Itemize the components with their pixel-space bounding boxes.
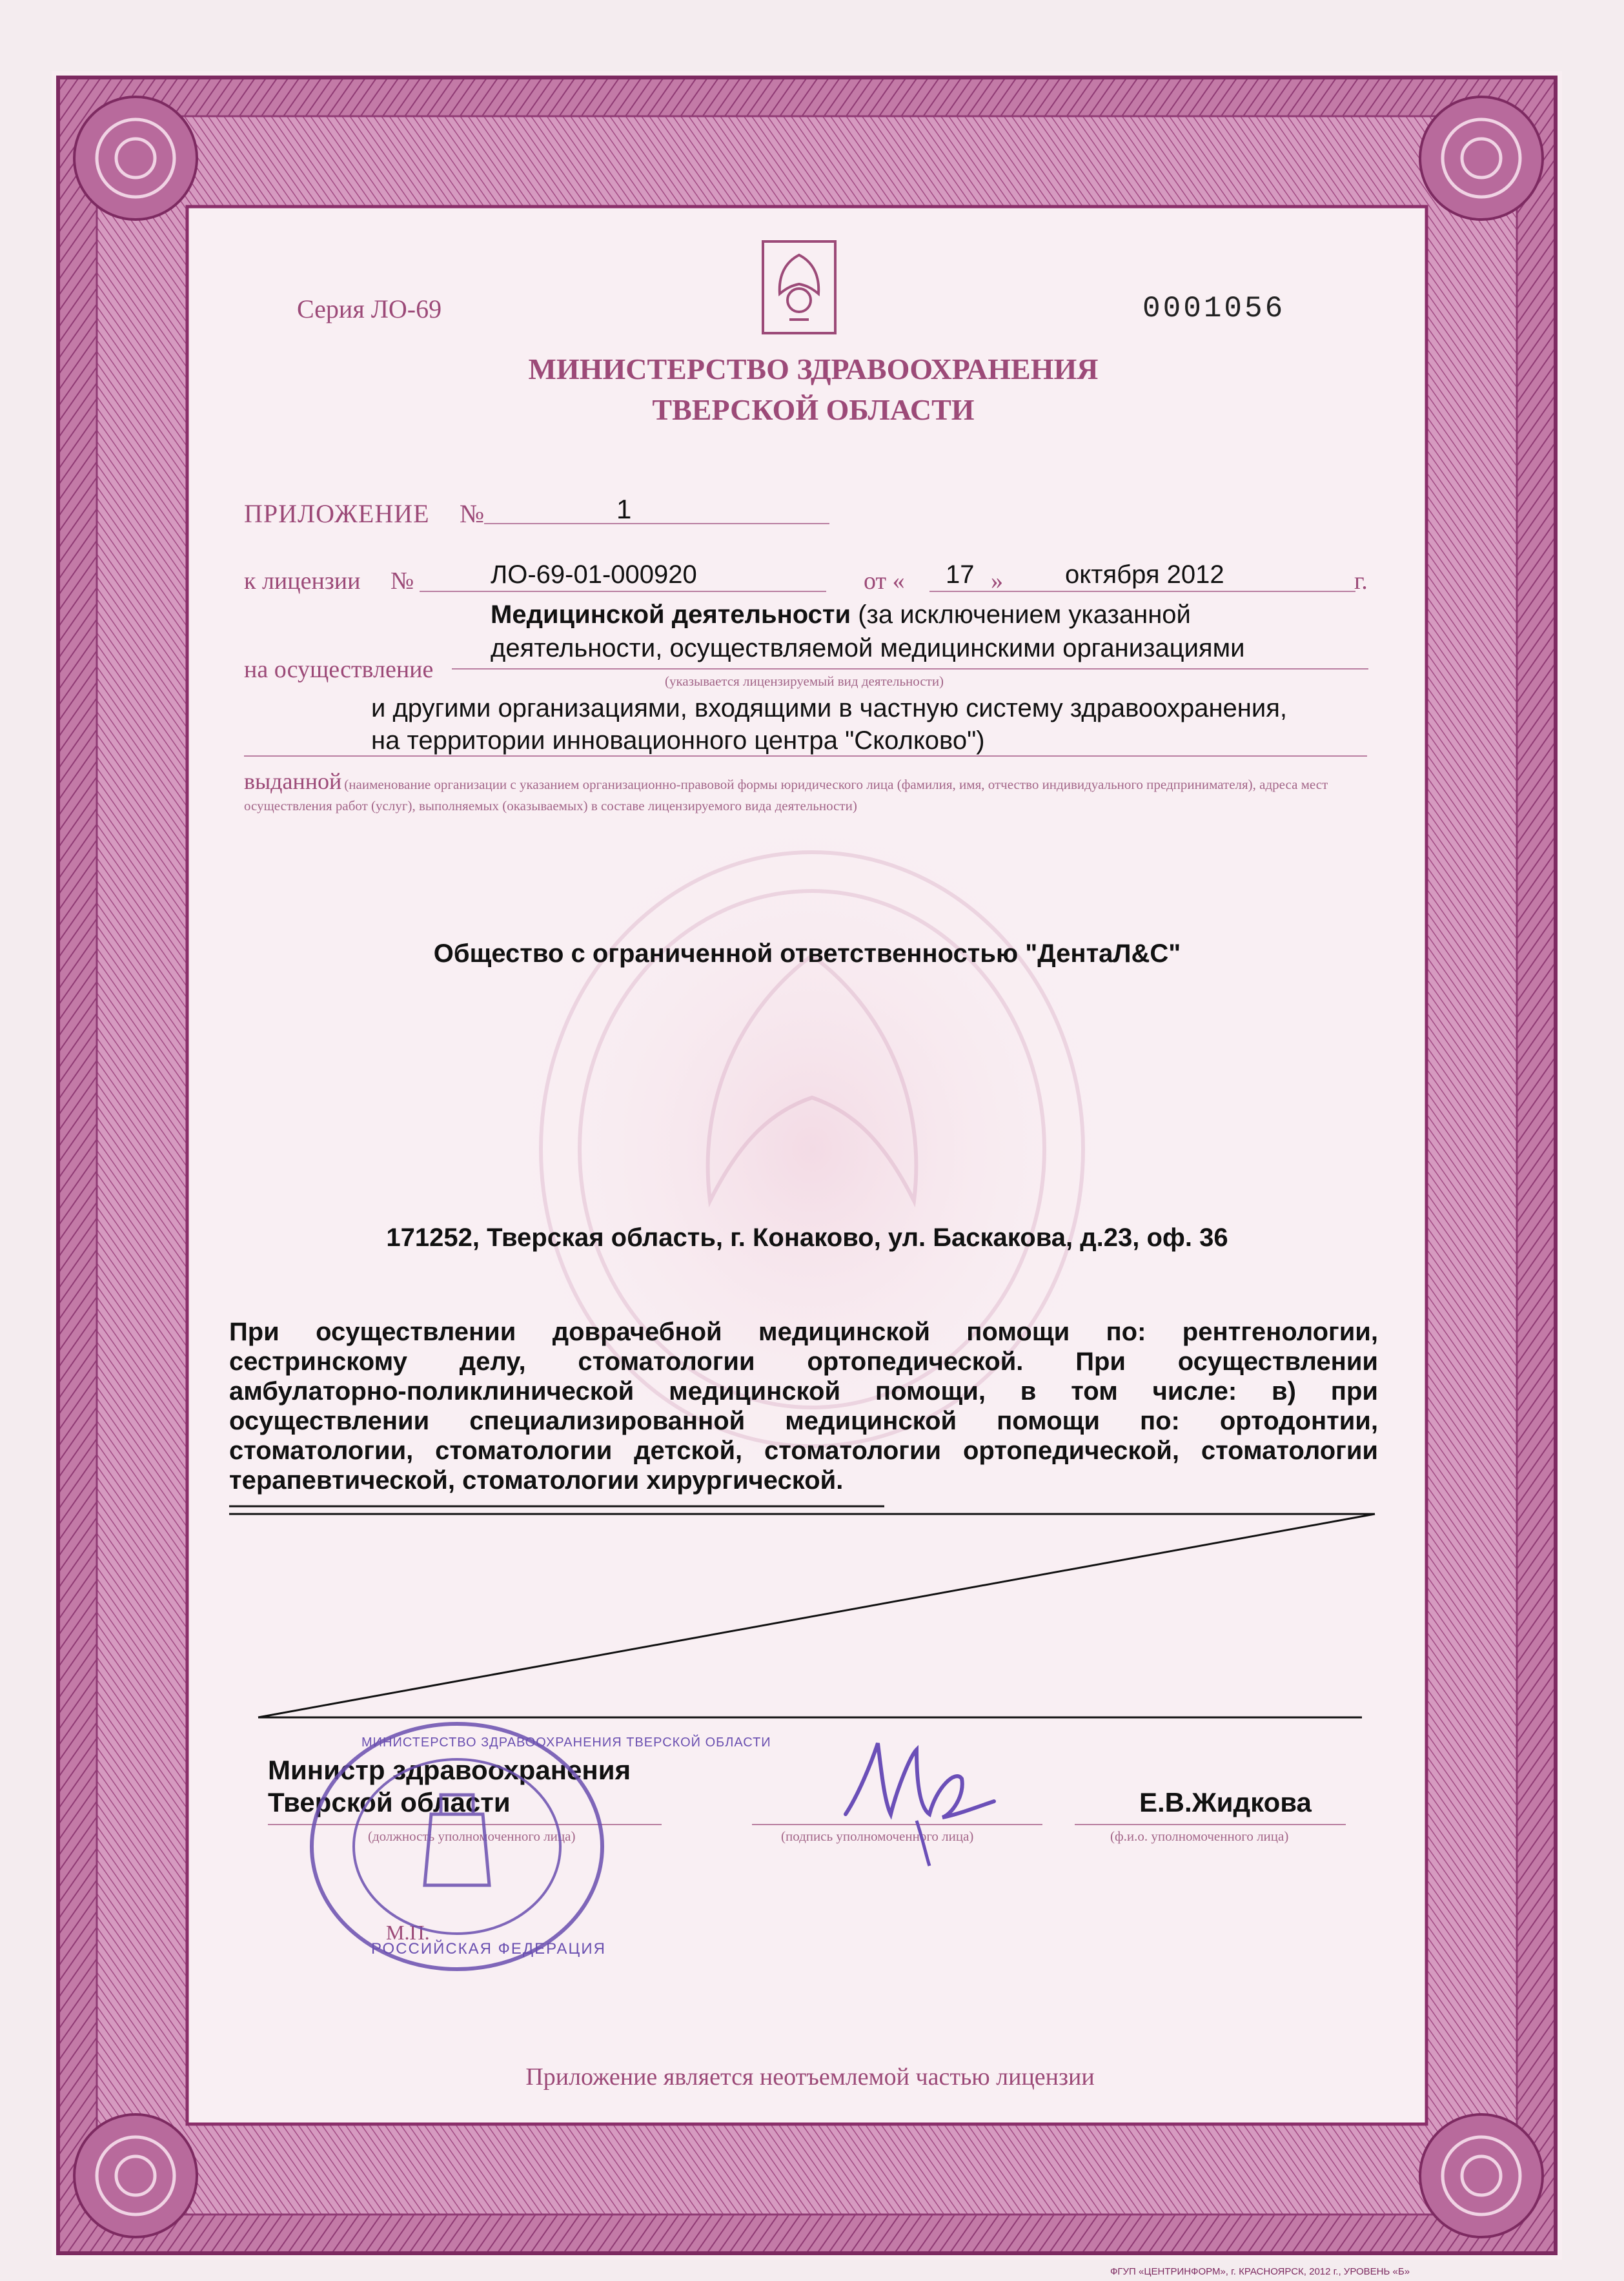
name-line — [1075, 1824, 1346, 1825]
activity-label: на осуществление — [244, 656, 434, 683]
license-day: 17 — [946, 560, 975, 589]
activity-bold-part: Медицинской деятельности — [491, 600, 851, 629]
activity-line1-rest: (за исключением указанной — [851, 600, 1191, 629]
series-label: Серия ЛО-69 — [297, 294, 442, 323]
license-date-line — [929, 591, 1355, 592]
stamp-bottom-text: РОССИЙСКАЯ ФЕДЕРАЦИЯ — [371, 1940, 606, 1958]
signer-position-line1: Министр здравоохранения — [268, 1755, 631, 1785]
activity-hint: (указывается лицензируемый вид деятельности) — [665, 673, 944, 689]
footer-note: Приложение является неотъемлемой частью лицензии — [525, 2063, 1095, 2091]
issued-label: выданной — [244, 768, 342, 794]
services-line: стоматологии, стоматологии детской, стоматологии ортопедической, стоматологии — [229, 1437, 1378, 1465]
license-label: к лицензии — [244, 568, 361, 595]
appendix-number: 1 — [616, 494, 632, 524]
issued-block — [244, 768, 1370, 817]
services-line: осуществлении специализированной медицинской помощи по: ортодонтии, — [229, 1407, 1378, 1435]
organization-address: 171252, Тверская область, г. Конаково, ул. Баскакова, д.23, оф. 36 — [386, 1223, 1228, 1252]
signer-position-line2: Тверской области — [268, 1787, 511, 1817]
license-from-label: от « — [864, 568, 905, 595]
license-day-close: » — [991, 568, 1003, 595]
license-number-sign: № — [391, 568, 414, 595]
license-number: ЛО-69-01-000920 — [491, 560, 697, 589]
handwritten-signature — [820, 1717, 1013, 1872]
issued-hint: (наименование организации с указанием организационно-правовой формы юридического лица (фамилия, имя, отчество индивидуального предпринимателя), адреса мест осуществления работ (услуг), выполняемых (оказываемых) в составе лицензируемого вида деятельности) — [244, 777, 1328, 813]
appendix-number-line — [484, 523, 829, 524]
name-hint: (ф.и.о. уполномоченного лица) — [1110, 1828, 1289, 1844]
signer-name: Е.В.Жидкова — [1139, 1787, 1312, 1817]
license-number-line — [420, 591, 826, 592]
activity-line3: и другими организациями, входящими в частную систему здравоохранения, — [371, 694, 1287, 722]
printer-imprint: ФГУП «ЦЕНТРИНФОРМ», г. КРАСНОЯРСК, 2012 г., УРОВЕНЬ «Б» — [1110, 2266, 1410, 2277]
activity-line1 — [491, 600, 1191, 629]
coat-of-arms-icon — [760, 239, 838, 336]
position-hint: (должность уполномоченного лица) — [368, 1828, 576, 1844]
services-line: При осуществлении доврачебной медицинской помощи по: рентгенологии, — [229, 1318, 1378, 1346]
stamp-outer-text: МИНИСТЕРСТВО ЗДРАВООХРАНЕНИЯ ТВЕРСКОЙ ОБЛАСТИ — [361, 1735, 771, 1750]
seal-place-label: М.П. — [386, 1921, 430, 1944]
services-block — [229, 1317, 1378, 1495]
activity-line2: деятельности, осуществляемой медицинскими организациями — [491, 634, 1245, 662]
ministry-title-line1: МИНИСТЕРСТВО ЗДРАВООХРАНЕНИЯ — [528, 353, 1099, 385]
activity-line-2 — [244, 755, 1367, 757]
ministry-title-line2: ТВЕРСКОЙ ОБЛАСТИ — [652, 393, 975, 426]
appendix-number-sign: № — [460, 499, 485, 528]
appendix-label: ПРИЛОЖЕНИЕ — [244, 499, 430, 528]
services-line: амбулаторно-поликлинической медицинской помощи, в том числе: в) при — [229, 1377, 1378, 1406]
form-number: 0001056 — [1142, 292, 1286, 325]
license-year-suffix: г. — [1354, 568, 1368, 595]
license-month-year: октября 2012 — [1065, 560, 1224, 589]
services-line: терапевтической, стоматологии хирургической. — [229, 1466, 844, 1495]
official-stamp-icon — [302, 1717, 612, 1976]
organization-name: Общество с ограниченной ответственностью "ДентаЛ&С" — [433, 939, 1181, 968]
activity-line4: на территории инновационного центра "Сколково") — [371, 726, 985, 755]
signature-hint: (подпись уполномоченного лица) — [781, 1828, 974, 1844]
activity-line — [452, 668, 1368, 670]
services-line: сестринскому делу, стоматологии ортопедической. При осуществлении — [229, 1347, 1378, 1376]
